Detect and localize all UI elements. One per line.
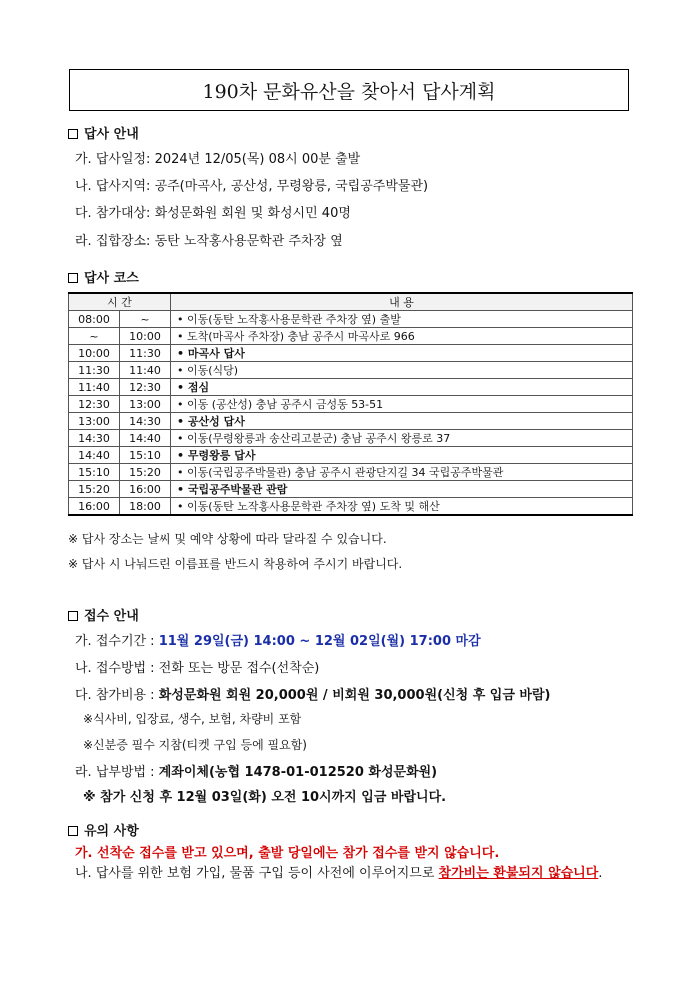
section-heading-registration: [68, 605, 139, 624]
row-content: • 국립공주박물관 관람: [171, 481, 633, 498]
row-content: • 이동(무령왕릉과 송산리고분군) 충남 공주시 왕릉로 37: [171, 430, 633, 447]
registration-method-line: 나. 접수방법 : 전화 또는 방문 접수(선착순): [75, 661, 320, 676]
fee-value: 화성문화원 회원 20,000원 / 비회원 30,000원(신청 후 입금 바람): [158, 688, 551, 703]
registration-period-line: [75, 630, 481, 649]
course-schedule-table: [68, 292, 633, 516]
end-time: 16:00: [120, 481, 171, 498]
table-row: [69, 379, 633, 396]
end-time: ~: [120, 311, 171, 328]
row-content: • 이동(국립공주박물관) 충남 공주시 관광단지길 34 국립공주박물관: [171, 464, 633, 481]
payment-label: 라. 납부방법 :: [75, 765, 155, 780]
header-content: 내 용: [171, 293, 633, 311]
end-time: 13:00: [120, 396, 171, 413]
end-time: 14:30: [120, 413, 171, 430]
row-content: • 이동(식당): [171, 362, 633, 379]
table-row: [69, 464, 633, 481]
section-heading-course: [68, 267, 139, 286]
row-content: • 도착(마곡사 주차장) 충남 공주시 마곡사로 966: [171, 328, 633, 345]
section-heading-tour-info: [68, 123, 139, 142]
registration-period-label: 가. 접수기간 :: [75, 634, 155, 649]
row-content: • 이동(동탄 노작홍사용문학관 주차장 옆) 도착 및 해산: [171, 498, 633, 516]
start-time: 16:00: [69, 498, 120, 516]
weather-note: ※ 답사 장소는 날씨 및 예약 상황에 따라 달라질 수 있습니다.: [68, 532, 387, 546]
start-time: 11:40: [69, 379, 120, 396]
notice-refund-emphasis: 참가비는 환불되지 않습니다: [438, 866, 599, 881]
start-time: ~: [69, 328, 120, 345]
section-heading-label: 답사 코스: [84, 271, 139, 286]
start-time: 08:00: [69, 311, 120, 328]
payment-value: 계좌이체(농협 1478-01-012520 화성문화원): [158, 765, 438, 780]
end-time: 15:10: [120, 447, 171, 464]
row-content: • 마곡사 답사: [171, 345, 633, 362]
notice-refund-suffix: .: [598, 866, 603, 881]
table-row: [69, 362, 633, 379]
table-header-row: [69, 293, 633, 311]
tour-region-line: 나. 답사지역: 공주(마곡사, 공산성, 무령왕릉, 국립공주박물관): [75, 179, 429, 194]
checkbox-square-icon: [68, 826, 78, 836]
end-time: 11:30: [120, 345, 171, 362]
start-time: 14:30: [69, 430, 120, 447]
nametag-note: ※ 답사 시 나눠드린 이름표를 반드시 착용하여 주시기 바랍니다.: [68, 557, 403, 571]
start-time: 11:30: [69, 362, 120, 379]
checkbox-square-icon: [68, 129, 78, 139]
end-time: 11:40: [120, 362, 171, 379]
start-time: 10:00: [69, 345, 120, 362]
fee-label: 다. 참가비용 :: [75, 688, 155, 703]
table-row: [69, 447, 633, 464]
page-title: 190차 문화유산을 찾아서 답사계획: [69, 69, 629, 111]
table-row: [69, 413, 633, 430]
payment-deadline-note: ※ 참가 신청 후 12월 03일(화) 오전 10시까지 입금 바랍니다.: [83, 790, 447, 805]
tour-meeting-place-line: 라. 집합장소: 동탄 노작홍사용문학관 주차장 옆: [75, 234, 343, 249]
table-row: [69, 430, 633, 447]
row-content: • 이동(동탄 노작홍사용문학관 주차장 옆) 출발: [171, 311, 633, 328]
row-content: • 무령왕릉 답사: [171, 447, 633, 464]
table-row: [69, 328, 633, 345]
row-content: • 공산성 답사: [171, 413, 633, 430]
notice-refund-prefix: 나. 답사를 위한 보험 가입, 물품 구입 등이 사전에 이루어지므로: [75, 866, 439, 881]
section-heading-label: 유의 사항: [84, 824, 139, 839]
header-time: 시 간: [69, 293, 171, 311]
notice-refund-line: [75, 862, 602, 881]
end-time: 12:30: [120, 379, 171, 396]
checkbox-square-icon: [68, 611, 78, 621]
registration-period-value: 11월 29일(금) 14:00 ~ 12월 02일(월) 17:00 마감: [158, 634, 481, 649]
row-content: • 이동 (공산성) 충남 공주시 금성동 53-51: [171, 396, 633, 413]
end-time: 15:20: [120, 464, 171, 481]
fee-included-note: ※식사비, 입장료, 생수, 보험, 차량비 포함: [83, 712, 302, 726]
end-time: 10:00: [120, 328, 171, 345]
id-required-note: ※신분증 필수 지참(티켓 구입 등에 필요함): [83, 738, 307, 752]
row-content: • 점심: [171, 379, 633, 396]
notice-first-come-line: 가. 선착순 접수를 받고 있으며, 출발 당일에는 참가 접수를 받지 않습니다.: [75, 846, 500, 861]
end-time: 18:00: [120, 498, 171, 516]
checkbox-square-icon: [68, 273, 78, 283]
end-time: 14:40: [120, 430, 171, 447]
fee-line: [75, 684, 551, 703]
tour-schedule-line: 가. 답사일정: 2024년 12/05(목) 08시 00분 출발: [75, 152, 361, 167]
table-row: [69, 311, 633, 328]
tour-target-line: 다. 참가대상: 화성문화원 회원 및 화성시민 40명: [75, 206, 351, 221]
payment-line: [75, 761, 437, 780]
table-row: [69, 498, 633, 516]
start-time: 15:10: [69, 464, 120, 481]
table-row: [69, 481, 633, 498]
start-time: 12:30: [69, 396, 120, 413]
table-row: [69, 345, 633, 362]
start-time: 13:00: [69, 413, 120, 430]
section-heading-label: 접수 안내: [84, 609, 139, 624]
section-heading-label: 답사 안내: [84, 127, 139, 142]
section-heading-notice: [68, 820, 139, 839]
table-row: [69, 396, 633, 413]
start-time: 14:40: [69, 447, 120, 464]
start-time: 15:20: [69, 481, 120, 498]
